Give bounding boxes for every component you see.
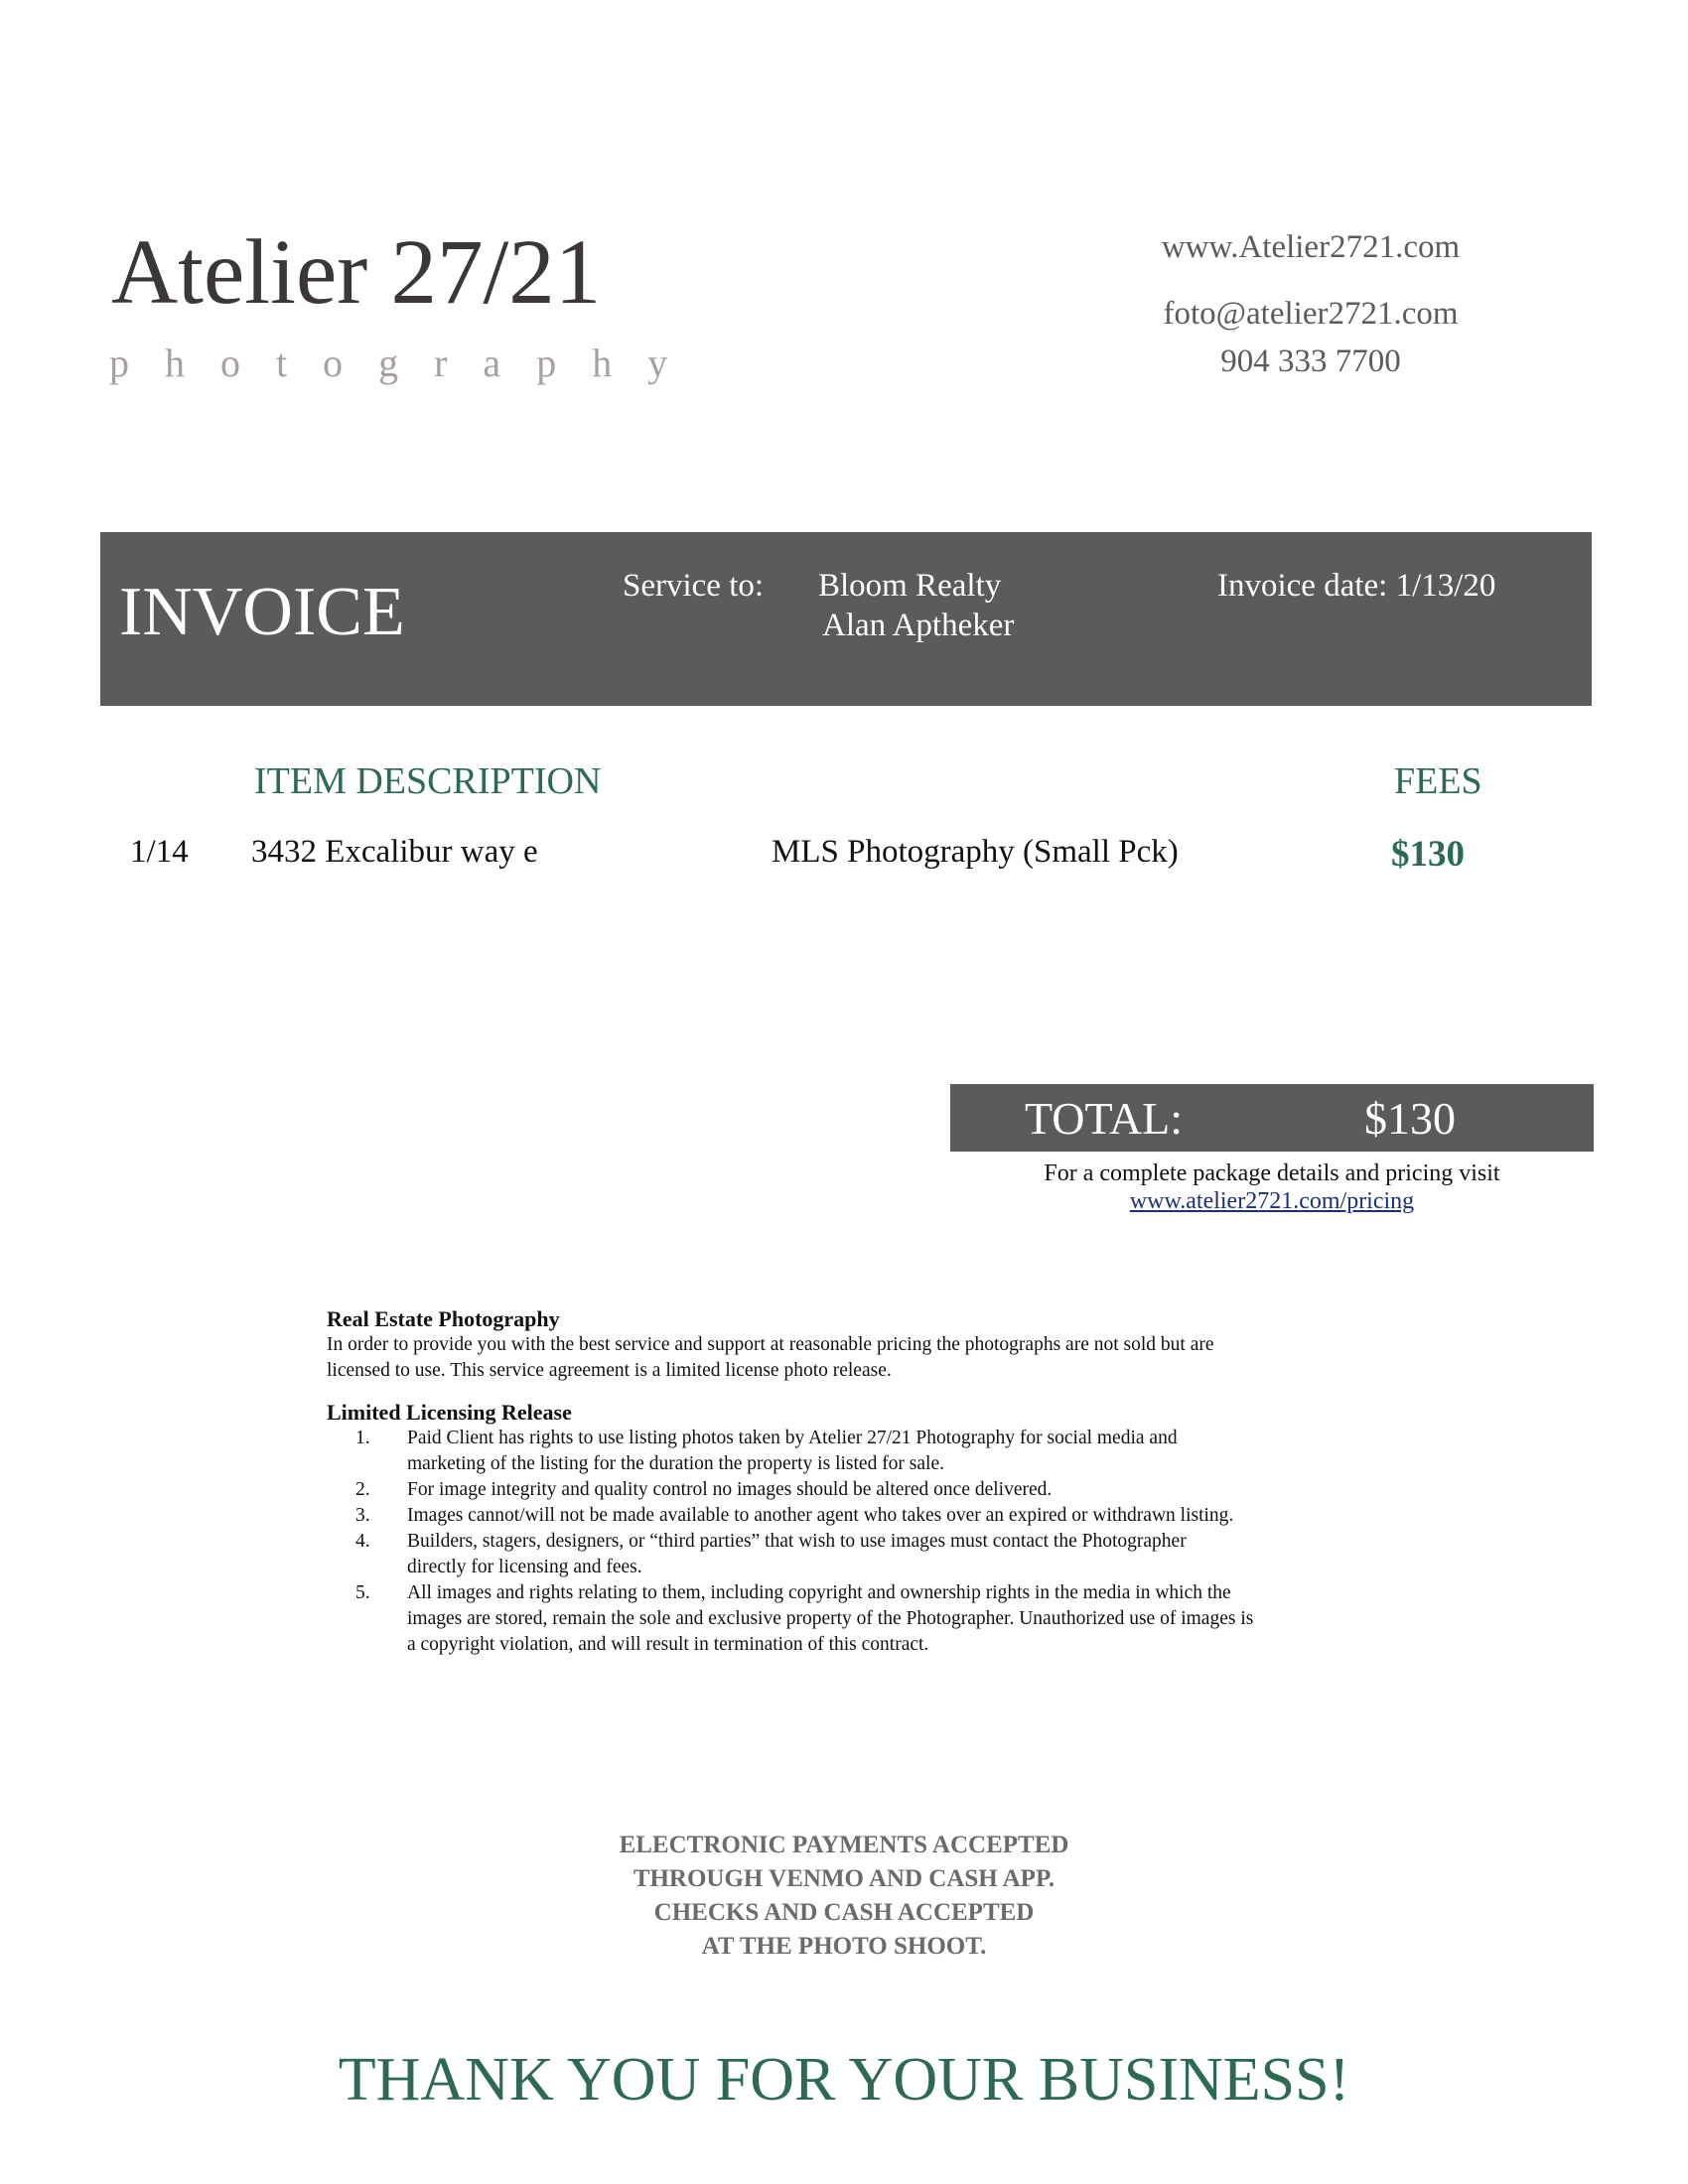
brand-subtitle: photography (109, 341, 704, 385)
invoice-title: INVOICE (119, 574, 405, 650)
terms-heading-licensing: Limited Licensing Release (327, 1400, 572, 1425)
pricing-note: For a complete package details and pricing visit (1044, 1160, 1500, 1186)
payments-line: THROUGH VENMO AND CASH APP. (633, 1865, 1055, 1892)
list-line: images are stored, remain the sole and exclusive property of the Photographer. Unauthorized use of images is (407, 1608, 1254, 1629)
payments-line: ELECTRONIC PAYMENTS ACCEPTED (619, 1832, 1069, 1858)
list-item (327, 1529, 1389, 1580)
terms-heading-real-estate: Real Estate Photography (327, 1306, 560, 1331)
service-to-label: Service to: (623, 568, 765, 604)
payments-line: AT THE PHOTO SHOOT. (701, 1933, 987, 1960)
fees-header: FEES (1394, 760, 1482, 802)
list-item (327, 1477, 1389, 1503)
list-item (327, 1580, 1389, 1658)
item-description-header: ITEM DESCRIPTION (254, 760, 602, 802)
terms-section (327, 1306, 1389, 1658)
list-line: directly for licensing and fees. (407, 1557, 642, 1577)
phone-text: 904 333 7700 (1220, 343, 1401, 379)
terms-list (327, 1426, 1389, 1658)
thank-you-message: THANK YOU FOR YOUR BUSINESS! (338, 2046, 1350, 2114)
list-number: 2. (355, 1479, 370, 1500)
list-line: Images cannot/will not be made available to another agent who takes over an expired or withdrawn listing. (407, 1505, 1234, 1526)
brand-name: Atelier 27/21 (111, 221, 602, 324)
total-amount: $130 (1364, 1093, 1456, 1144)
payments-line: CHECKS AND CASH ACCEPTED (653, 1899, 1035, 1926)
item-service: MLS Photography (Small Pck) (772, 834, 1179, 870)
list-line: All images and rights relating to them, including copyright and ownership rights in the media in which the (407, 1582, 1231, 1603)
total-label: TOTAL: (1025, 1093, 1184, 1144)
list-item (327, 1426, 1389, 1477)
list-number: 5. (355, 1582, 370, 1603)
website-text: www.Atelier2721.com (1161, 229, 1461, 265)
list-number: 3. (355, 1505, 370, 1526)
payments-notice (0, 1829, 1688, 1964)
list-line: marketing of the listing for the duration the property is listed for sale. (407, 1453, 944, 1474)
client-company: Bloom Realty (818, 568, 1002, 604)
terms-paragraph-line: In order to provide you with the best service and support at reasonable pricing the photographs are not sold but are (327, 1334, 1214, 1355)
terms-paragraph-line: licensed to use. This service agreement is a limited license photo release. (327, 1360, 892, 1381)
client-name: Alan Aptheker (822, 608, 1015, 643)
invoice-date: Invoice date: 1/13/20 (1217, 568, 1496, 604)
item-fee: $130 (1391, 834, 1465, 875)
item-address: 3432 Excalibur way e (251, 834, 538, 870)
list-number: 4. (355, 1531, 370, 1552)
list-item (327, 1503, 1389, 1529)
list-line: For image integrity and quality control no images should be altered once delivered. (407, 1479, 1053, 1500)
list-line: Paid Client has rights to use listing photos taken by Atelier 27/21 Photography for social media and (407, 1428, 1178, 1448)
list-line: a copyright violation, and will result in termination of this contract. (407, 1634, 929, 1655)
list-number: 1. (355, 1428, 370, 1448)
email-text: foto@atelier2721.com (1163, 296, 1459, 332)
pricing-link[interactable]: www.atelier2721.com/pricing (1129, 1188, 1415, 1214)
list-line: Builders, stagers, designers, or “third parties” that wish to use images must contact the Photographer (407, 1531, 1187, 1552)
item-date: 1/14 (130, 834, 189, 870)
